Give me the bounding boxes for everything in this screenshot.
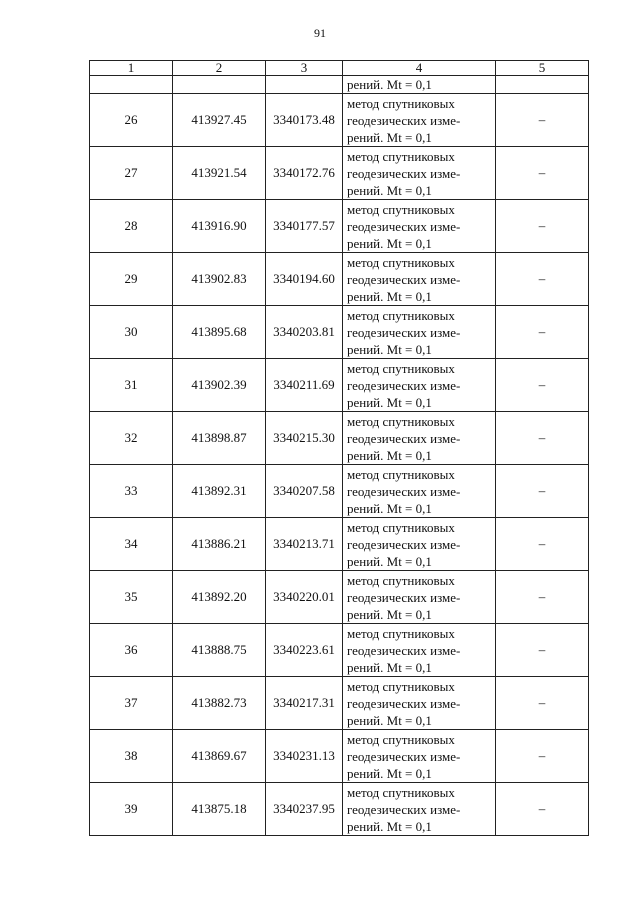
accuracy-dash: –	[496, 359, 589, 412]
coord-y: 3340203.81	[266, 306, 343, 359]
method-line: метод спутниковых	[347, 784, 455, 800]
coordinates-table	[89, 60, 589, 836]
method-line: метод спутниковых	[347, 201, 455, 217]
coord-x: 413921.54	[173, 147, 266, 200]
table-row	[90, 677, 589, 730]
method-line: геодезических изме-	[347, 324, 461, 340]
method-line: геодезических изме-	[347, 165, 461, 181]
method-line: рений. Mt = 0,1	[347, 606, 432, 622]
table-row	[90, 147, 589, 200]
coord-y: 3340217.31	[266, 677, 343, 730]
header-col-5: 5	[496, 61, 589, 76]
header-col-1: 1	[90, 61, 173, 76]
point-number: 29	[90, 253, 173, 306]
method-line: рений. Mt = 0,1	[347, 765, 432, 781]
accuracy-dash: –	[496, 94, 589, 147]
accuracy-dash: –	[496, 147, 589, 200]
point-number: 38	[90, 730, 173, 783]
accuracy-dash: –	[496, 200, 589, 253]
method-description	[343, 94, 496, 147]
method-line: геодезических изме-	[347, 483, 461, 499]
coord-x: 413916.90	[173, 200, 266, 253]
coord-x: 413888.75	[173, 624, 266, 677]
coord-x: 413898.87	[173, 412, 266, 465]
method-line: геодезических изме-	[347, 430, 461, 446]
method-description	[343, 306, 496, 359]
coord-y: 3340173.48	[266, 94, 343, 147]
coord-y: 3340177.57	[266, 200, 343, 253]
method-line: геодезических изме-	[347, 112, 461, 128]
table-row	[90, 783, 589, 836]
method-description	[343, 730, 496, 783]
method-description	[343, 677, 496, 730]
point-number: 30	[90, 306, 173, 359]
point-number: 28	[90, 200, 173, 253]
table-row	[90, 253, 589, 306]
method-line: геодезических изме-	[347, 748, 461, 764]
coord-y: 3340237.95	[266, 783, 343, 836]
method-line: рений. Mt = 0,1	[347, 500, 432, 516]
table-row	[90, 306, 589, 359]
method-description	[343, 147, 496, 200]
method-line: геодезических изме-	[347, 642, 461, 658]
header-col-2: 2	[173, 61, 266, 76]
method-description	[343, 359, 496, 412]
coord-x: 413882.73	[173, 677, 266, 730]
point-number: 39	[90, 783, 173, 836]
table-row	[90, 200, 589, 253]
accuracy-dash: –	[496, 412, 589, 465]
table-row	[90, 571, 589, 624]
accuracy-dash: –	[496, 783, 589, 836]
method-line: метод спутниковых	[347, 625, 455, 641]
cell-empty	[90, 76, 173, 94]
coord-y: 3340213.71	[266, 518, 343, 571]
table-row	[90, 412, 589, 465]
coord-x: 413902.83	[173, 253, 266, 306]
coord-y: 3340194.60	[266, 253, 343, 306]
table-row	[90, 359, 589, 412]
point-number: 27	[90, 147, 173, 200]
method-description	[343, 783, 496, 836]
coord-x: 413869.67	[173, 730, 266, 783]
method-line: метод спутниковых	[347, 95, 455, 111]
method-description	[343, 465, 496, 518]
method-description	[343, 412, 496, 465]
method-line: метод спутниковых	[347, 360, 455, 376]
method-line: геодезических изме-	[347, 536, 461, 552]
coord-y: 3340211.69	[266, 359, 343, 412]
table-row	[90, 465, 589, 518]
point-number: 31	[90, 359, 173, 412]
header-col-4: 4	[343, 61, 496, 76]
coord-y: 3340231.13	[266, 730, 343, 783]
method-line: геодезических изме-	[347, 801, 461, 817]
coord-y: 3340223.61	[266, 624, 343, 677]
accuracy-dash: –	[496, 518, 589, 571]
coord-x: 413875.18	[173, 783, 266, 836]
coord-x: 413892.31	[173, 465, 266, 518]
point-number: 35	[90, 571, 173, 624]
accuracy-dash: –	[496, 465, 589, 518]
cell-empty	[266, 76, 343, 94]
point-number: 32	[90, 412, 173, 465]
coord-y: 3340207.58	[266, 465, 343, 518]
coord-x: 413892.20	[173, 571, 266, 624]
coord-x: 413927.45	[173, 94, 266, 147]
method-line: метод спутниковых	[347, 254, 455, 270]
coord-x: 413895.68	[173, 306, 266, 359]
accuracy-dash: –	[496, 253, 589, 306]
accuracy-dash: –	[496, 677, 589, 730]
table-row	[90, 94, 589, 147]
point-number: 26	[90, 94, 173, 147]
coord-x: 413886.21	[173, 518, 266, 571]
method-line: геодезических изме-	[347, 589, 461, 605]
method-line: метод спутниковых	[347, 148, 455, 164]
header-row	[90, 61, 589, 76]
method-line: рений. Mt = 0,1	[347, 447, 432, 463]
method-line: метод спутниковых	[347, 731, 455, 747]
accuracy-dash: –	[496, 624, 589, 677]
method-line: рений. Mt = 0,1	[347, 288, 432, 304]
method-line: рений. Mt = 0,1	[347, 712, 432, 728]
method-line: геодезических изме-	[347, 695, 461, 711]
coord-y: 3340172.76	[266, 147, 343, 200]
coord-y: 3340220.01	[266, 571, 343, 624]
point-number: 34	[90, 518, 173, 571]
method-line: рений. Mt = 0,1	[347, 553, 432, 569]
method-description	[343, 624, 496, 677]
point-number: 37	[90, 677, 173, 730]
method-line: рений. Mt = 0,1	[347, 659, 432, 675]
method-line: метод спутниковых	[347, 466, 455, 482]
method-line: рений. Mt = 0,1	[347, 818, 432, 834]
method-line: рений. Mt = 0,1	[347, 129, 432, 145]
method-line: геодезических изме-	[347, 271, 461, 287]
coord-x: 413902.39	[173, 359, 266, 412]
continuation-text: рений. Mt = 0,1	[343, 76, 496, 94]
method-line: геодезических изме-	[347, 218, 461, 234]
method-line: метод спутниковых	[347, 413, 455, 429]
page-number: 91	[314, 26, 326, 40]
method-description	[343, 571, 496, 624]
point-number: 33	[90, 465, 173, 518]
accuracy-dash: –	[496, 571, 589, 624]
method-description	[343, 253, 496, 306]
method-line: метод спутниковых	[347, 572, 455, 588]
method-line: геодезических изме-	[347, 377, 461, 393]
cell-empty	[496, 76, 589, 94]
table-row	[90, 624, 589, 677]
method-line: рений. Mt = 0,1	[347, 341, 432, 357]
header-col-3: 3	[266, 61, 343, 76]
point-number: 36	[90, 624, 173, 677]
table-row	[90, 518, 589, 571]
method-line: рений. Mt = 0,1	[347, 235, 432, 251]
accuracy-dash: –	[496, 730, 589, 783]
method-line: рений. Mt = 0,1	[347, 394, 432, 410]
method-description	[343, 200, 496, 253]
method-line: метод спутниковых	[347, 307, 455, 323]
method-line: метод спутниковых	[347, 519, 455, 535]
coord-y: 3340215.30	[266, 412, 343, 465]
table-row	[90, 730, 589, 783]
cell-empty	[173, 76, 266, 94]
method-line: метод спутниковых	[347, 678, 455, 694]
continuation-row	[90, 76, 589, 94]
method-description	[343, 518, 496, 571]
method-line: рений. Mt = 0,1	[347, 182, 432, 198]
accuracy-dash: –	[496, 306, 589, 359]
